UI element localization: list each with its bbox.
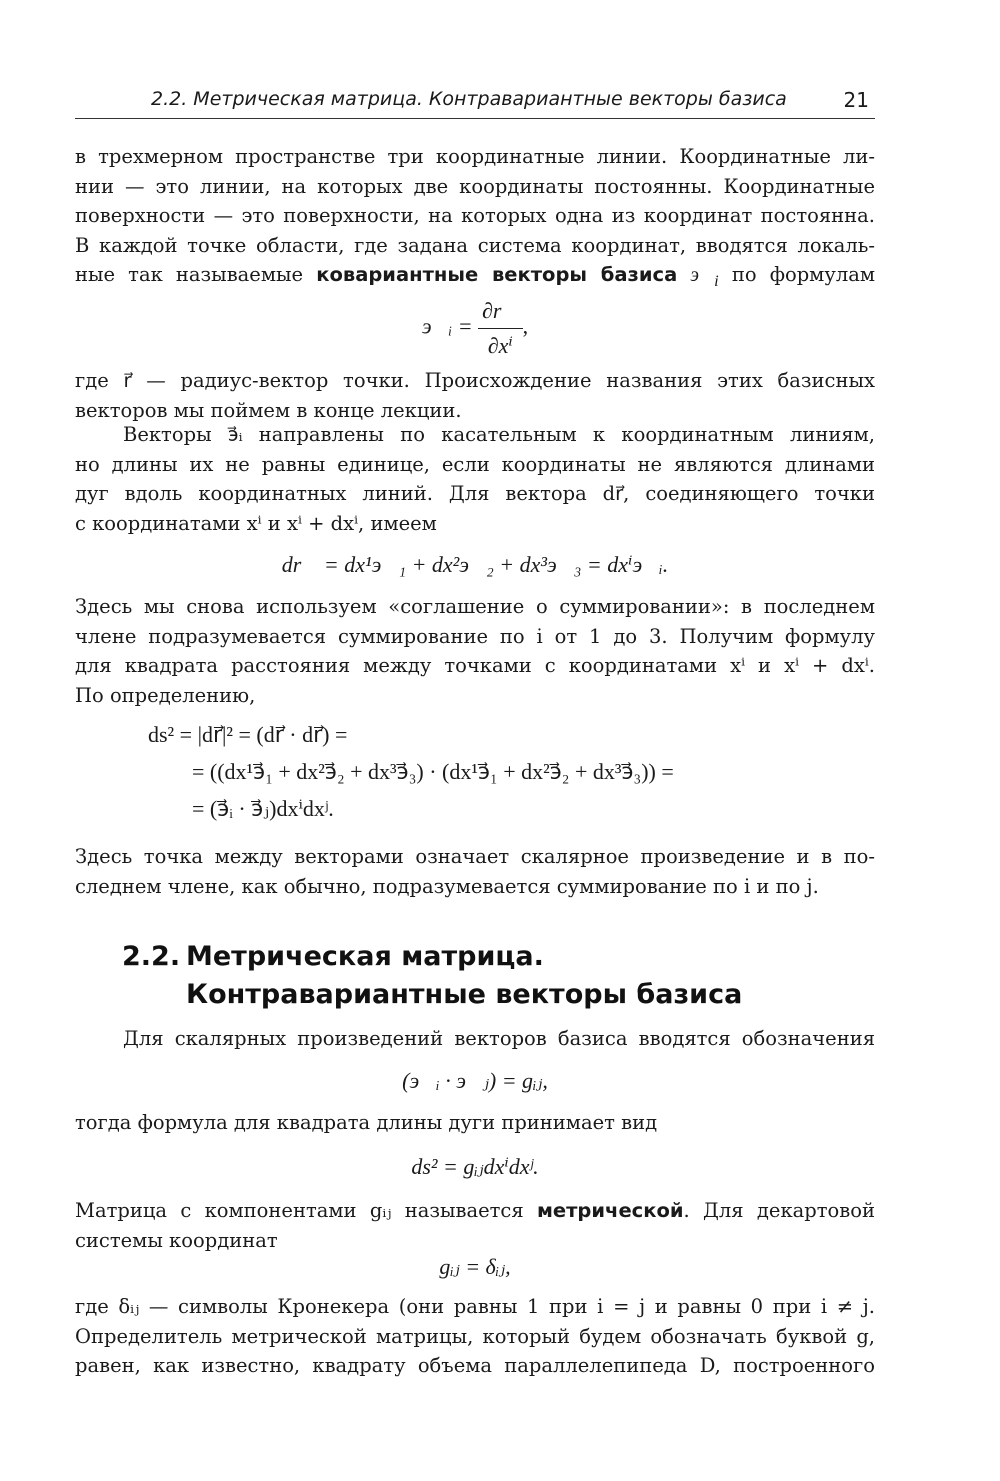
running-head: [75, 82, 875, 119]
eq-body: (э⃗ᵢ · э⃗ⱼ) = gᵢⱼ,: [402, 1068, 548, 1093]
text-line: По определению,: [75, 683, 256, 707]
paragraph-3: [75, 420, 875, 538]
text-line: в трехмерном пространстве три координатные линии. Координатные ли-: [75, 145, 875, 168]
running-head-title: 2.2. Метрическая матрица. Контравариантные векторы базиса: [151, 88, 787, 110]
text-line: Для скалярных произведений векторов базиса вводятся обозначения: [123, 1027, 875, 1050]
text-line: для квадрата расстояния между точками с координатами xⁱ и xⁱ + dxⁱ.: [75, 654, 875, 677]
text-fragment: . Для декартовой: [683, 1199, 875, 1222]
equation-gij-definition: [75, 1066, 875, 1096]
equation-kronecker: [75, 1252, 875, 1282]
text-line: члене подразумевается суммирование по i от 1 до 3. Получим формулу: [75, 624, 875, 648]
text-line: Определитель метрической матрицы, который будем обозначать буквой g,: [75, 1324, 875, 1348]
section-title-line2: Контравариантные векторы базиса: [186, 979, 743, 1010]
paragraph-4: [75, 592, 875, 710]
eq-body: gᵢⱼ = δᵢⱼ,: [439, 1254, 511, 1279]
paragraph-8: [75, 1196, 875, 1255]
text-line: тогда формула для квадрата длины дуги принимает вид: [75, 1111, 658, 1134]
eq-row: = ((dx¹э⃗₁ + dx²э⃗₂ + dx³э⃗₃) · (dx¹э⃗₁ + dx²э⃗₂ + dx³э⃗₃)) =: [192, 759, 674, 784]
equation-arc-length: [75, 1152, 875, 1182]
paragraph-5: [75, 842, 875, 901]
term-covariant-basis: ковариантные векторы базиса: [316, 263, 678, 286]
term-metric: метрической: [536, 1199, 684, 1222]
paragraph-6: [75, 1024, 875, 1054]
paragraph-9: [75, 1292, 875, 1381]
text-line: где r⃗ — радиус-вектор точки. Происхождение названия этих базисных: [75, 369, 875, 392]
section-heading: [122, 938, 882, 1014]
text-line: [75, 260, 875, 290]
equation-ds-squared: [148, 716, 848, 827]
section-title-line1: Метрическая матрица.: [186, 941, 544, 972]
text-line: но длины их не равны единице, если координаты не являются длинами: [75, 452, 875, 476]
eq-row: ds² = |dr⃗|² = (dr⃗ · dr⃗) =: [148, 722, 348, 747]
text-line: Векторы э⃗ᵢ направлены по касательным к координатным линиям,: [123, 423, 875, 446]
eq-row: = (э⃗ᵢ · э⃗ⱼ)dxⁱdxʲ.: [192, 796, 334, 821]
eq-body: dr⃗ = dx¹э⃗₁ + dx²э⃗₂ + dx³э⃗₃ = dxⁱэ⃗ᵢ.: [281, 552, 669, 577]
eq-body: ds² = gᵢⱼdxⁱdxʲ.: [411, 1154, 539, 1179]
eq-punct: ,: [522, 313, 529, 339]
text-line: поверхности — это поверхности, на которых одна из координат постоянна.: [75, 204, 875, 227]
text-line: Здесь точка между векторами означает скалярное произведение и в по-: [75, 845, 875, 868]
text-line: [75, 1196, 875, 1226]
text-line: нии — это линии, на которых две координаты постоянны. Координатные: [75, 174, 875, 198]
text-line: системы координат: [75, 1228, 278, 1252]
text-line: Здесь мы снова используем «соглашение о суммировании»: в последнем: [75, 595, 875, 618]
text-line: В каждой точке области, где задана система координат, вводятся локаль-: [75, 233, 875, 257]
text-fragment: Матрица с компонентами gᵢⱼ называется: [75, 1199, 524, 1222]
text-fragment: по формулам: [731, 263, 876, 286]
equation-basis-definition: [75, 296, 875, 361]
text-line: векторов мы поймем в конце лекции.: [75, 398, 462, 422]
page-number: 21: [843, 88, 869, 112]
fraction-denominator: ∂xⁱ: [487, 333, 513, 358]
fraction: [478, 296, 523, 361]
math-inline: $э⃗_i$: [690, 265, 719, 290]
section-number: 2.2.: [122, 941, 181, 972]
text-line: равен, как известно, квадрату объема параллелепипеда D, построенного: [75, 1354, 875, 1377]
equation-dr: [75, 550, 875, 580]
text-line: с координатами xⁱ и xⁱ + dxⁱ, имеем: [75, 511, 437, 535]
text-line: где δᵢⱼ — символы Кронекера (они равны 1 при i = j и равны 0 при i ≠ j.: [75, 1295, 875, 1318]
fraction-numerator: ∂r⃗: [478, 296, 523, 329]
text-line: дуг вдоль координатных линий. Для вектора dr⃗, соединяющего точки: [75, 482, 875, 505]
paragraph-2: [75, 366, 875, 425]
paragraph-7: [75, 1108, 875, 1138]
text-fragment: ные так называемые: [75, 263, 304, 286]
text-line: следнем члене, как обычно, подразумевается суммирование по i и по j.: [75, 874, 819, 898]
paragraph-1: [75, 142, 875, 290]
eq-lhs: э⃗ᵢ =: [421, 313, 473, 339]
